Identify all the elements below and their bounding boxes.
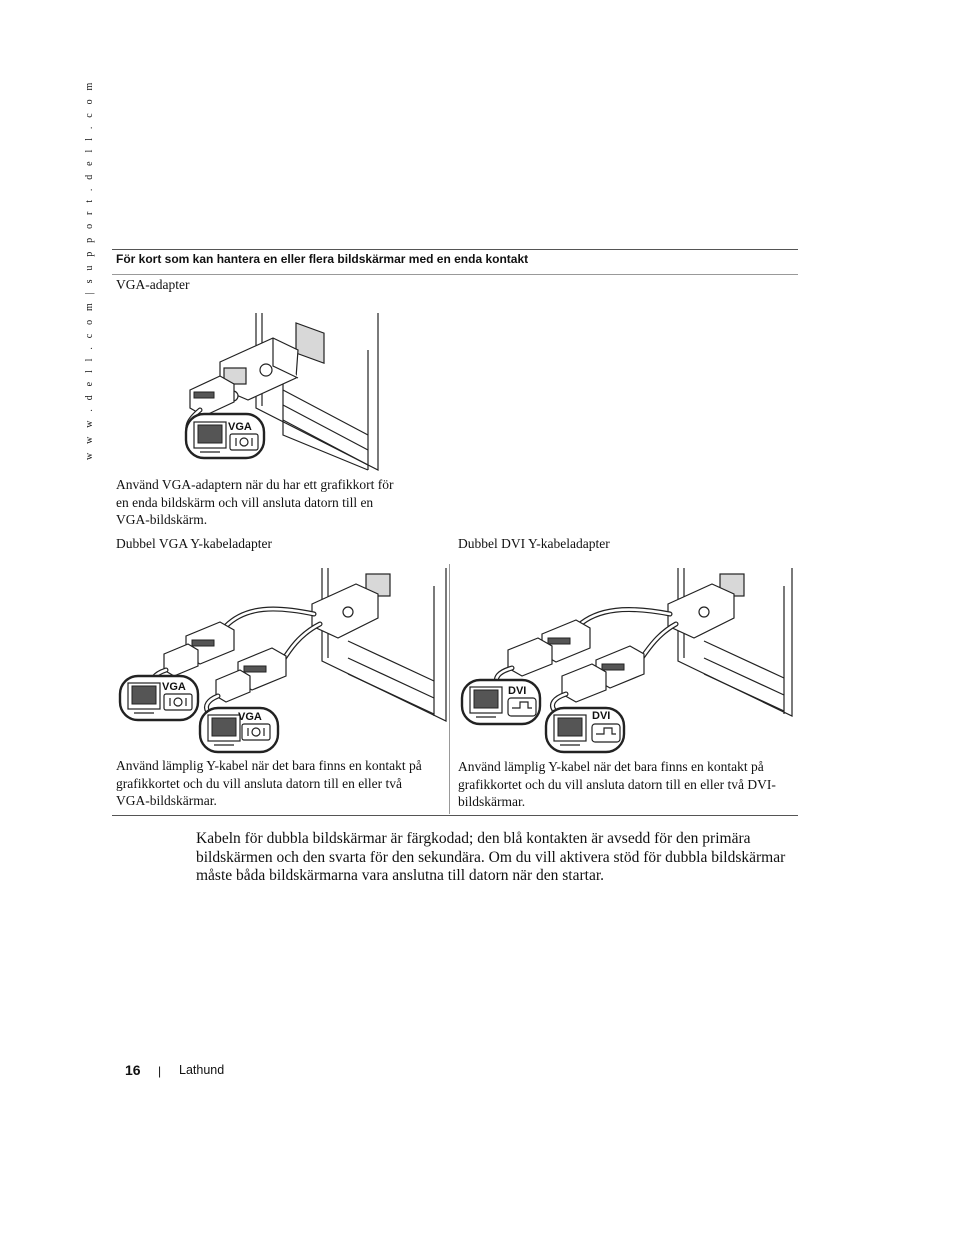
body-paragraph: Kabeln för dubbla bildskärmar är färgkodad; den blå kontakten är avsedd för den primära bildskärmen och den svarta för den sekundära. Om du vill aktivera stöd för dubbla bildskärmar måste båda bildskärmarna vara anslutna till datorn när den startar. <box>196 830 786 884</box>
dual-dvi-label: Dubbel DVI Y-kabeladapter <box>458 536 610 551</box>
dual-dvi-illustration <box>458 566 794 756</box>
dual-dvi-badge-1-text: DVI <box>508 685 527 697</box>
dual-vga-badge-1-text: VGA <box>162 681 186 693</box>
table-bottom-rule <box>112 815 798 816</box>
vga-adapter-label: VGA-adapter <box>116 277 190 292</box>
vga-adapter-caption: Använd VGA-adaptern när du har ett grafikkort för en enda bildskärm och vill ansluta datorn till en VGA-bildskärm. <box>116 477 394 527</box>
vga-adapter-illustration <box>178 310 388 475</box>
table-header: För kort som kan hantera en eller flera bildskärmar med en enda kontakt <box>116 252 529 266</box>
page-number: 16 <box>125 1062 141 1078</box>
table-top-rule <box>112 249 798 250</box>
table-header-rule <box>112 274 798 275</box>
dual-vga-badge-2-text: VGA <box>238 711 262 723</box>
dual-dvi-caption: Använd lämplig Y-kabel när det bara finns en kontakt på grafikkortet och du vill ansluta datorn till en eller två DVI-bildskärmar. <box>458 759 776 809</box>
vga-adapter-badge-text: VGA <box>228 421 252 433</box>
side-url: w w w . d e l l . c o m | s u p p o r t . d e l l . c o m <box>84 79 95 460</box>
dual-vga-illustration <box>116 566 448 756</box>
dual-vga-label: Dubbel VGA Y-kabeladapter <box>116 536 272 551</box>
column-divider <box>449 564 450 814</box>
footer-title: Lathund <box>179 1063 225 1077</box>
footer-separator: | <box>158 1064 162 1078</box>
dual-dvi-badge-2-text: DVI <box>592 710 611 722</box>
dual-vga-caption: Använd lämplig Y-kabel när det bara finns en kontakt på grafikkortet och du vill ansluta datorn till en eller två VGA-bildskärmar. <box>116 758 422 808</box>
